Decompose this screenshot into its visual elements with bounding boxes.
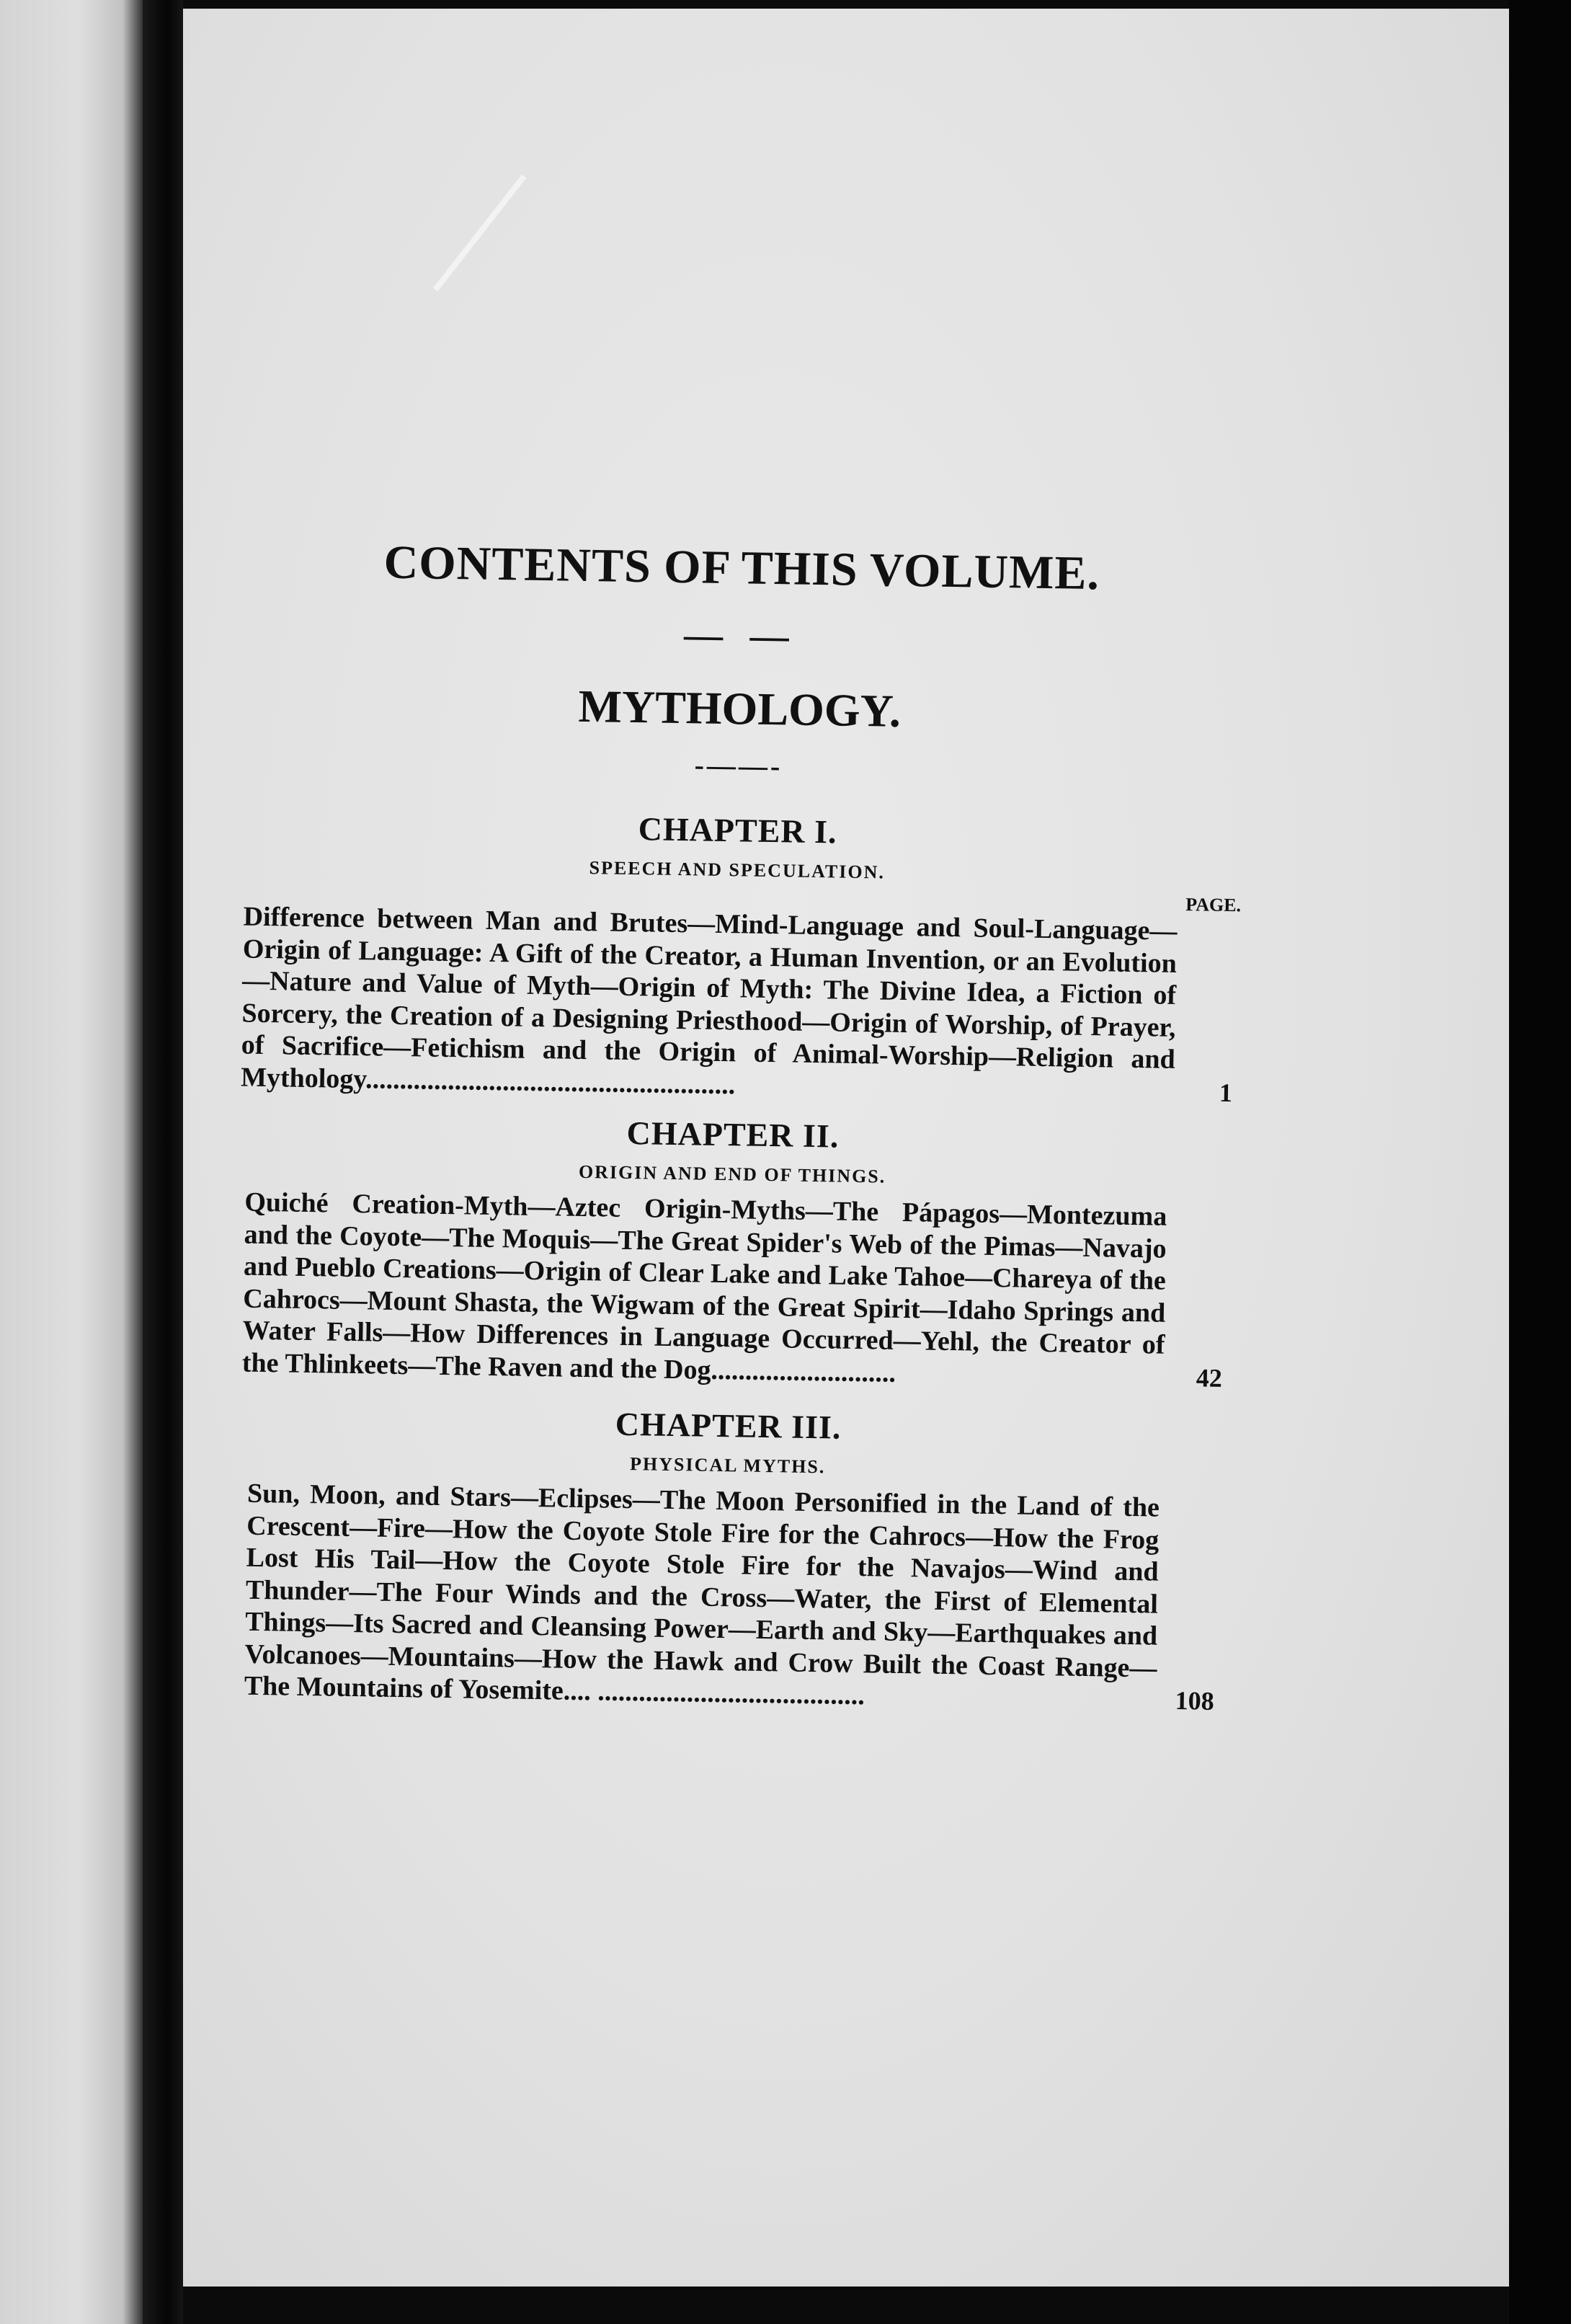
chapter-summary-text: Quiché Creation-Myth—Aztec Origin-Myths—The Pápagos—Montezuma and the Coyote—The Moquis—The Great Spider's Web of the Pimas—Navajo and Pueblo Creations—Origin of Clear Lake and Lake Tahoe—Chareya of the Cahrocs—Mount Shasta, the Wigwam of the Great Spirit—Idaho Springs and Water Falls—How Differences in Language Occurred—Yehl, the Creator of the Thlinkeets—The Raven and the Dog........................... [241, 1187, 1167, 1388]
chapter-summary [241, 1187, 1223, 1394]
chapter-title: CHAPTER I. [638, 810, 837, 851]
heading-rule: — — [683, 613, 798, 658]
right-background [1509, 0, 1571, 2324]
page-column-label: PAGE. [1185, 894, 1242, 916]
chapter-subtitle: SPEECH AND SPECULATION. [589, 857, 886, 883]
chapter-subtitle: PHYSICAL MYTHS. [629, 1453, 826, 1478]
book-gutter [143, 0, 183, 2324]
chapter-summary-text: Difference between Man and Brutes—Mind-Language and Soul-Language—Origin of Language: A Gift of the Creator, a Human Invention, or an Evolution—Nature and Value of Myth—Origin of Myth: The Divine Idea, a Fiction of Sorcery, the Creation of a Designing Priesthood—Origin of Worship, of Prayer, of Sacrifice—Fetichism and the Origin of Animal-Worship—Religion and Mythology...................................................... [240, 901, 1178, 1100]
chapter-1 [240, 804, 1242, 1109]
section-rule: -——- [694, 748, 783, 783]
chapter-subtitle: ORIGIN AND END OF THINGS. [578, 1161, 886, 1187]
left-page-edge [0, 0, 144, 2324]
page-number: 108 [1175, 1686, 1215, 1716]
page-number: 42 [1196, 1362, 1223, 1393]
chapter-summary-text: Sun, Moon, and Stars—Eclipses—The Moon Personified in the Land of the Crescent—Fire—How the Coyote Stole Fire for the Cahrocs—How the Frog Lost His Tail—How the Coyote Stole Fire for the Navajos—Wind and Thunder—The Four Winds and the Cross—Water, the First of Elemental Things—Its Sacred and Cleansing Power—Earth and Sky—Earthquakes and Volcanoes—Mountains—How the Hawk and Crow Built the Coast Range—The Mountains of Yosemite.... ....................................... [244, 1478, 1160, 1711]
contents-heading: CONTENTS OF THIS VOLUME. [383, 536, 1100, 600]
scan-mark [433, 174, 526, 292]
contents-block [240, 533, 1242, 1724]
chapter-2 [241, 1108, 1223, 1394]
chapter-3 [244, 1399, 1215, 1717]
chapter-summary [244, 1478, 1215, 1717]
chapter-title: CHAPTER III. [615, 1405, 842, 1446]
chapter-title: CHAPTER II. [626, 1114, 840, 1155]
section-title: MYTHOLOGY. [578, 680, 902, 737]
page-number: 1 [1219, 1078, 1233, 1107]
